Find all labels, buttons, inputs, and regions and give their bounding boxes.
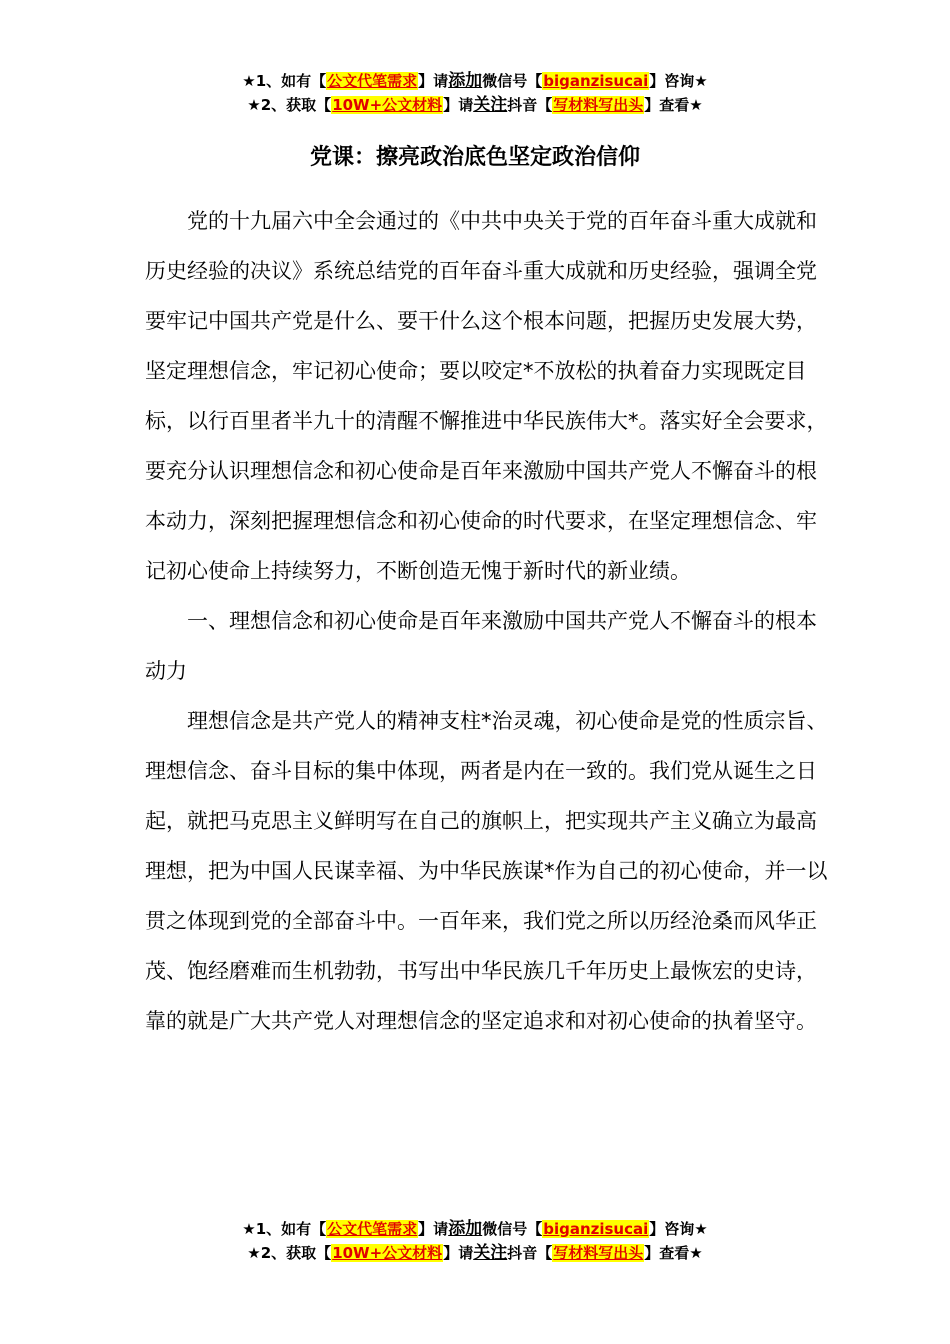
banner-text: 抖音【 bbox=[507, 96, 553, 114]
banner-text: 】查看★ bbox=[644, 1244, 703, 1262]
highlight-douyin-id: 写材料写出头 bbox=[553, 1244, 644, 1262]
banner-text: 微信号【 bbox=[482, 72, 543, 90]
highlight-wechat-id: biganzisucai bbox=[543, 1220, 649, 1238]
banner-line-1 bbox=[0, 69, 950, 93]
paragraph: 理想信念是共产党人的精神支柱*治灵魂，初心使命是党的性质宗旨、理想信念、奋斗目标的集中体现，两者是内在一致的。我们党从诞生之日起，就把马克思主义鲜明写在自己的旗帜上，把实现共产主义确立为最高理想，把为中国人民谋幸福、为中华民族谋*作为自己的初心使命，并一以贯之体现到党的全部奋斗中。一百年来，我们党之所以历经沧桑而风华正茂、饱经磨难而生机勃勃，书写出中华民族几千年历史上最恢宏的史诗，靠的就是广大共产党人对理想信念的坚定追求和对初心使命的执着坚守。 bbox=[145, 709, 828, 1033]
document-body bbox=[145, 196, 830, 1046]
highlight-service: 公文代笔需求 bbox=[327, 72, 418, 90]
banner-text: ★1、如有【 bbox=[242, 72, 327, 90]
highlight-douyin-id: 写材料写出头 bbox=[553, 96, 644, 114]
section-heading: 一、理想信念和初心使命是百年来激励中国共产党人不懈奋斗的根本动力 bbox=[145, 609, 817, 683]
banner-text: 微信号【 bbox=[482, 1220, 543, 1238]
underlined-text: 添加 bbox=[448, 71, 483, 91]
highlight-service: 公文代笔需求 bbox=[327, 1220, 418, 1238]
banner-line-2 bbox=[0, 93, 950, 117]
banner-text: 】请 bbox=[443, 1244, 474, 1262]
document-title: 党课：擦亮政治底色坚定政治信仰 bbox=[309, 145, 640, 170]
header-banner bbox=[0, 69, 950, 117]
underlined-text: 关注 bbox=[473, 1243, 508, 1263]
banner-text: 】查看★ bbox=[644, 96, 703, 114]
banner-text: ★2、获取【 bbox=[247, 96, 332, 114]
highlight-wechat-id: biganzisucai bbox=[543, 72, 649, 90]
banner-text: 】请 bbox=[443, 96, 474, 114]
banner-text: ★2、获取【 bbox=[247, 1244, 332, 1262]
underlined-text: 添加 bbox=[448, 1219, 483, 1239]
banner-text: 】请 bbox=[418, 1220, 449, 1238]
banner-text: 抖音【 bbox=[507, 1244, 553, 1262]
highlight-materials: 10W+公文材料 bbox=[332, 1244, 443, 1262]
paragraph: 党的十九届六中全会通过的《中共中央关于党的百年奋斗重大成就和历史经验的决议》系统总结党的百年奋斗重大成就和历史经验，强调全党要牢记中国共产党是什么、要干什么这个根本问题，把握历史发展大势，坚定理想信念，牢记初心使命；要以咬定*不放松的执着奋力实现既定目标，以行百里者半九十的清醒不懈推进中华民族伟大*。落实好全会要求，要充分认识理想信念和初心使命是百年来激励中国共产党人不懈奋斗的根本动力，深刻把握理想信念和初心使命的时代要求，在坚定理想信念、牢记初心使命上持续努力，不断创造无愧于新时代的新业绩。 bbox=[145, 209, 828, 583]
banner-text: ★1、如有【 bbox=[242, 1220, 327, 1238]
underlined-text: 关注 bbox=[473, 95, 508, 115]
banner-text: 】咨询★ bbox=[649, 72, 708, 90]
banner-line-1 bbox=[0, 1217, 950, 1241]
banner-text: 】请 bbox=[418, 72, 449, 90]
banner-line-2 bbox=[0, 1241, 950, 1265]
banner-text: 】咨询★ bbox=[649, 1220, 708, 1238]
highlight-materials: 10W+公文材料 bbox=[332, 96, 443, 114]
footer-banner bbox=[0, 1217, 950, 1265]
